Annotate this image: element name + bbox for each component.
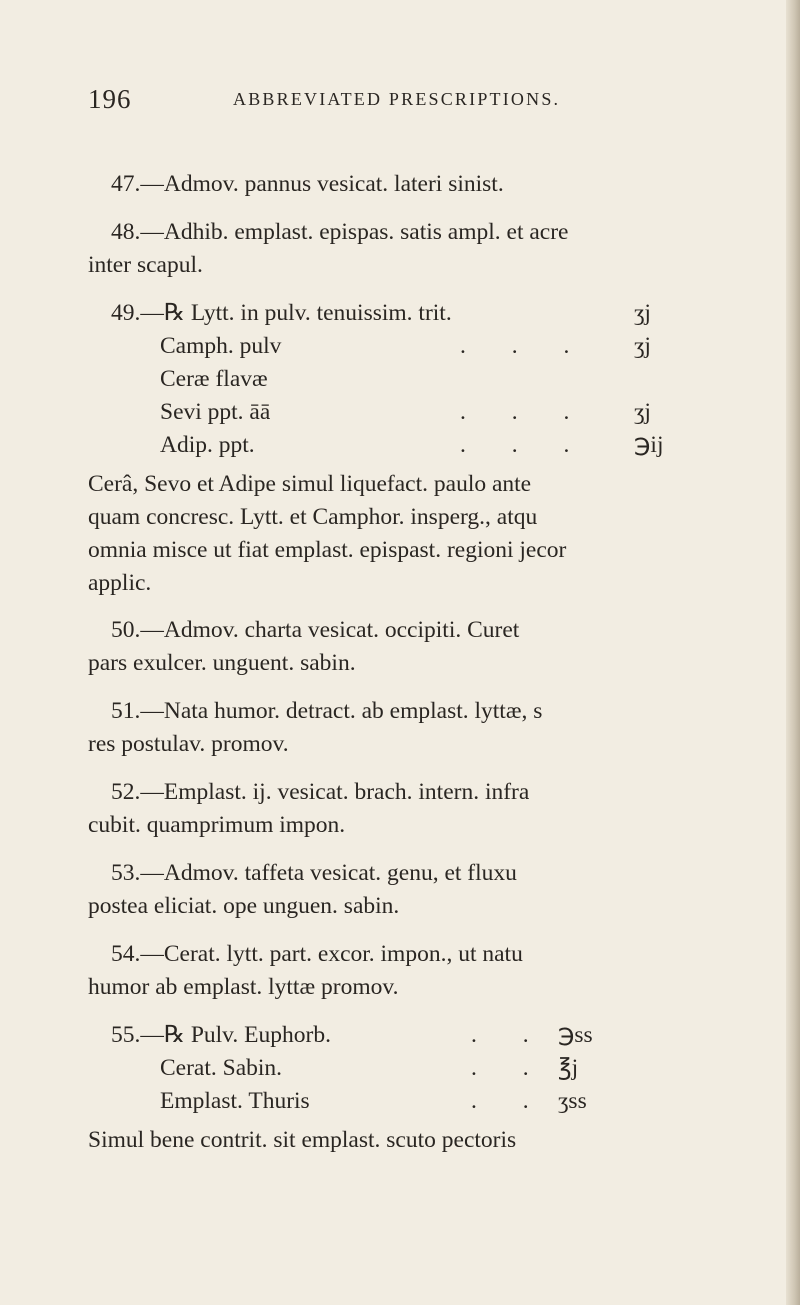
ingredient-name: Camph. pulv: [160, 333, 282, 359]
ingredient-name: Emplast. Thuris: [160, 1088, 310, 1114]
prescription-50-line-1: 50.—Admov. charta vesicat. occipiti. Curet: [111, 617, 520, 643]
ingredient-name: Adip. ppt.: [160, 432, 255, 458]
prescription-55-intro-dots: . .: [471, 1022, 549, 1048]
prescription-50-line-2: pars exulcer. unguent. sabin.: [88, 650, 356, 676]
ingredient-dots: . .: [471, 1055, 549, 1081]
running-head: ABBREVIATED PRESCRIPTIONS.: [233, 89, 561, 109]
ingredient-qty: ℥j: [558, 1055, 579, 1081]
page-number: 196: [88, 84, 132, 114]
prescription-52-line-2: cubit. quamprimum impon.: [88, 812, 346, 838]
prescription-49-line-1: Cerâ, Sevo et Adipe simul liquefact. paulo ante: [88, 471, 532, 497]
page-header: [88, 84, 768, 124]
ingredient-qty: ʒj: [634, 399, 651, 425]
prescription-53-line-2: postea eliciat. ope unguen. sabin.: [88, 893, 400, 919]
prescription-49-line-4: applic.: [88, 570, 152, 596]
prescription-51-line-1: 51.—Nata humor. detract. ab emplast. lyttæ, s: [111, 698, 543, 724]
ingredient-qty: ʒj: [634, 333, 651, 359]
ingredient-name: Ceræ flavæ: [160, 366, 268, 392]
ingredient-qty: ℈ij: [634, 432, 664, 458]
ingredient-dots: . .: [471, 1088, 549, 1114]
ingredient-dots: . . .: [460, 432, 590, 458]
prescription-52-line-1: 52.—Emplast. ij. vesicat. brach. intern. infra: [111, 779, 530, 805]
prescription-49-intro-text: 49.—℞ Lytt. in pulv. tenuissim. trit.: [111, 300, 452, 326]
prescription-55-intro-text: 55.—℞ Pulv. Euphorb.: [111, 1022, 331, 1048]
prescription-51-line-2: res postulav. promov.: [88, 731, 289, 757]
prescription-49-intro-qty: ʒj: [634, 300, 651, 326]
prescription-55-intro-qty: ℈ss: [558, 1022, 593, 1048]
ingredient-qty: ʒss: [558, 1088, 587, 1114]
ingredient-dots: . . .: [460, 333, 590, 359]
prescription-54-line-2: humor ab emplast. lyttæ promov.: [88, 974, 399, 1000]
page-edge-shadow: [786, 0, 800, 1305]
prescription-54-line-1: 54.—Cerat. lytt. part. excor. impon., ut natu: [111, 941, 523, 967]
ingredient-dots: . . .: [460, 399, 590, 425]
prescription-47-line-1: 47.—Admov. pannus vesicat. lateri sinist.: [111, 171, 504, 197]
prescription-55-line-1: Simul bene contrit. sit emplast. scuto pectoris: [88, 1127, 517, 1153]
prescription-53-line-1: 53.—Admov. taffeta vesicat. genu, et fluxu: [111, 860, 517, 886]
prescription-48-line-1: 48.—Adhib. emplast. epispas. satis ampl. et acre: [111, 219, 569, 245]
ingredient-name: Cerat. Sabin.: [160, 1055, 283, 1081]
prescription-49-line-3: omnia misce ut fiat emplast. epispast. regioni jecor: [88, 537, 567, 563]
prescription-48-line-2: inter scapul.: [88, 252, 203, 278]
prescription-49-line-2: quam concresc. Lytt. et Camphor. insperg., atqu: [88, 504, 538, 530]
ingredient-name: Sevi ppt. āā: [160, 399, 271, 425]
